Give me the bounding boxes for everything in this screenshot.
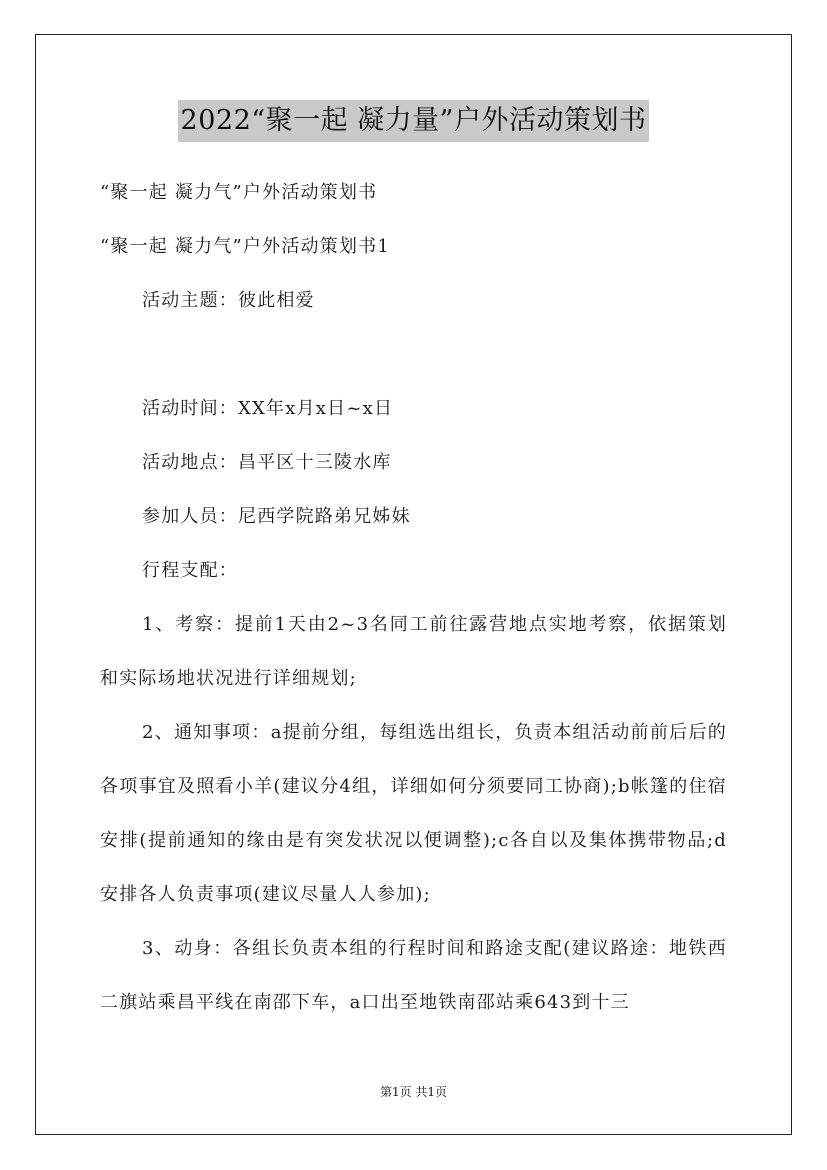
blank-line [100, 328, 727, 382]
paragraph-location: 活动地点：昌平区十三陵水库 [142, 452, 392, 473]
paragraph-heading: “聚一起 凝力气”户外活动策划书 [100, 182, 378, 203]
paragraph-subheading: “聚一起 凝力气”户外活动策划书1 [100, 236, 390, 257]
paragraph-time: 活动时间：XX年x月x日~x日 [142, 398, 394, 419]
paragraph-participants: 参加人员：尼西学院路弟兄姊妹 [142, 506, 411, 527]
paragraph-item-1: 1、考察：提前1天由2~3名同工前往露营地点实地考察，依据策划和实际场地状况进行详细规划; [100, 614, 727, 689]
page-footer: 第1页 共1页 [379, 1085, 448, 1099]
document-title [0, 100, 827, 142]
paragraph-schedule: 行程支配： [142, 560, 238, 581]
paragraph-item-2: 2、通知事项：a提前分组，每组选出组长，负责本组活动前前后后的各项事宜及照看小羊(建议分4组，详细如何分须要同工协商);b帐篷的住宿安排(提前通知的缘由是有突发状况以便调整);c各自以及集体携带物品;d安排各人负责事项(建议尽量人人参加); [100, 722, 727, 905]
paragraph-theme: 活动主题：彼此相爱 [142, 290, 315, 311]
document-body [100, 166, 727, 1030]
paragraph-item-3: 3、动身：各组长负责本组的行程时间和路途支配(建议路途：地铁西二旗站乘昌平线在南邵下车，a口出至地铁南邵站乘643到十三 [100, 938, 727, 1013]
document-title-text: 2022“聚一起 凝力量”户外活动策划书 [178, 100, 650, 142]
